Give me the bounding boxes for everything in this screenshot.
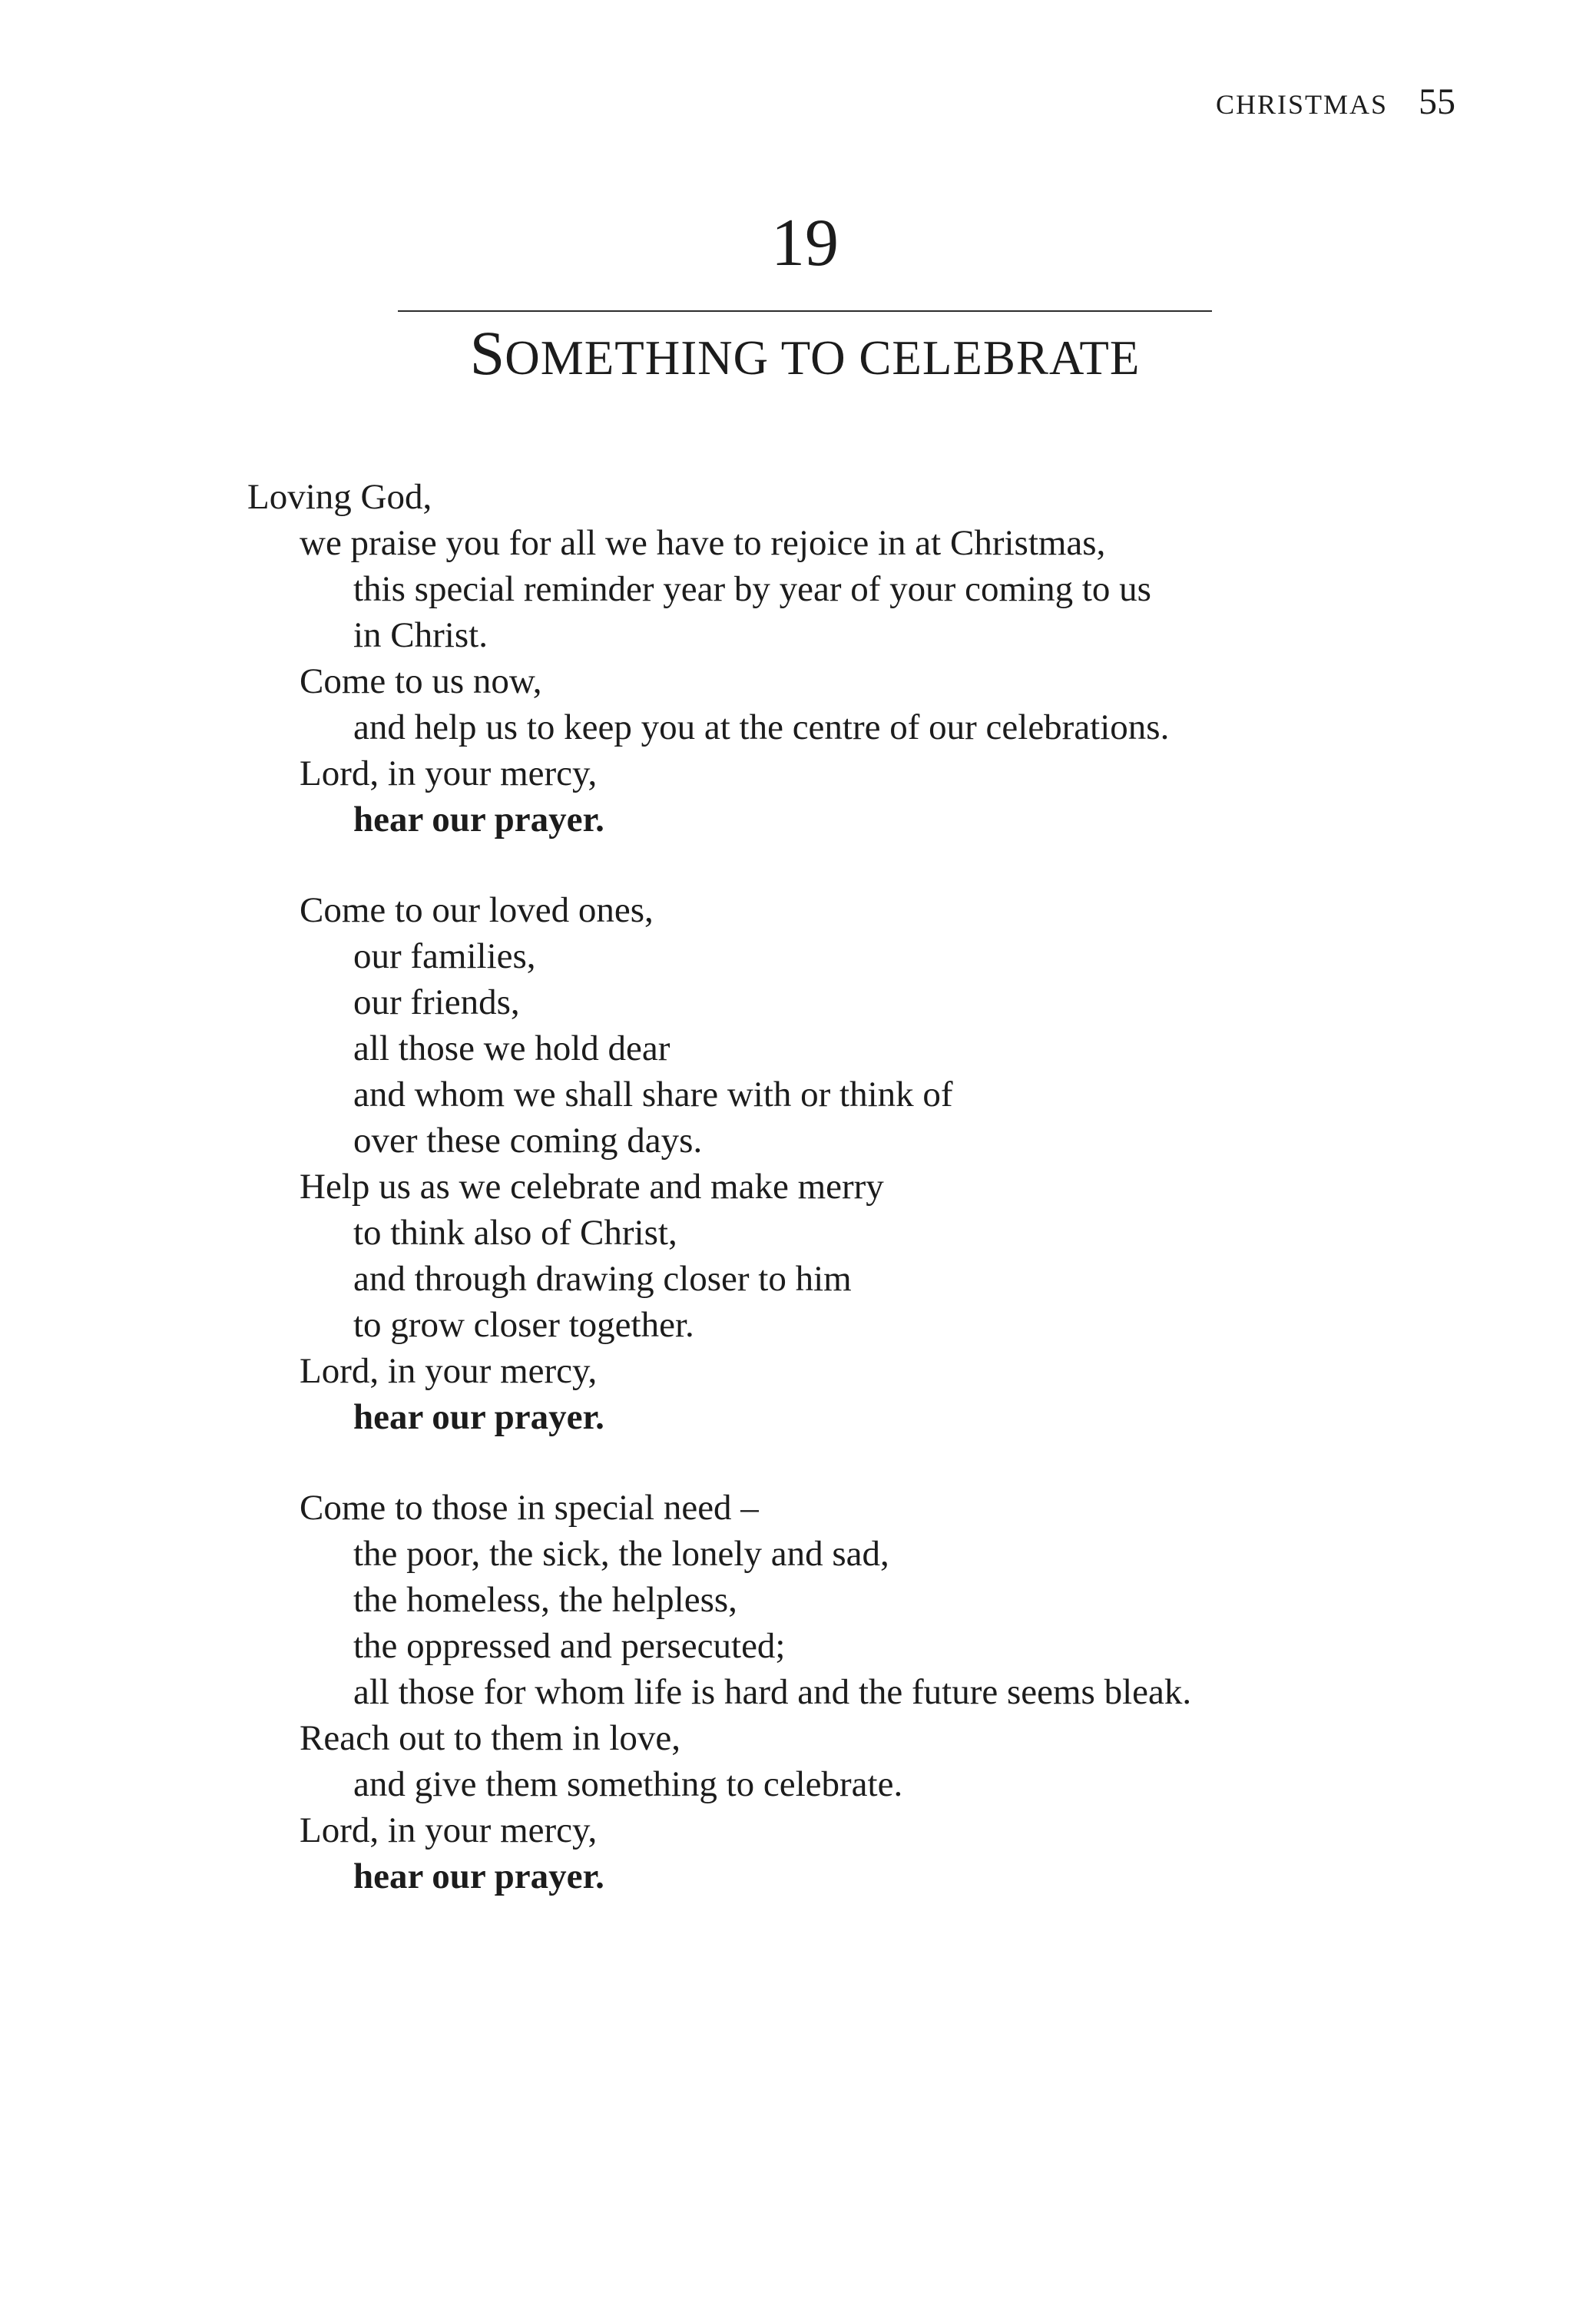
running-head (1215, 81, 1455, 122)
prayer-body (247, 474, 1445, 1899)
running-head-section: CHRISTMAS (1215, 89, 1388, 120)
prayer-line: and give them something to celebrate. (353, 1764, 903, 1804)
prayer-line: this special reminder year by year of your coming to us (353, 569, 1151, 609)
prayer-response-line: hear our prayer. (353, 1856, 604, 1896)
prayer-line: Loving God, (247, 477, 432, 517)
chapter-title-initial: S (469, 318, 505, 388)
prayer-line: the poor, the sick, the lonely and sad, (353, 1534, 889, 1574)
prayer-response-line: hear our prayer. (353, 800, 604, 840)
prayer-line: all those for whom life is hard and the future seems bleak. (353, 1672, 1192, 1712)
prayer-line: Reach out to them in love, (300, 1718, 681, 1758)
stanza (247, 474, 1445, 843)
prayer-line: Lord, in your mercy, (300, 753, 598, 793)
prayer-line: to grow closer together. (353, 1305, 694, 1345)
prayer-line: and help us to keep you at the centre of our celebrations. (353, 707, 1170, 747)
prayer-line: all those we hold dear (353, 1028, 671, 1068)
prayer-line: and whom we shall share with or think of (353, 1075, 953, 1114)
prayer-line: Lord, in your mercy, (300, 1810, 598, 1850)
prayer-line: in Christ. (353, 615, 488, 655)
prayer-response-line: hear our prayer. (353, 1397, 604, 1437)
running-head-page-number: 55 (1419, 81, 1455, 122)
stanza (247, 1485, 1445, 1899)
chapter-title-rest: OMETHING TO CELEBRATE (505, 331, 1141, 385)
chapter-title (398, 318, 1212, 388)
chapter-number: 19 (771, 206, 839, 280)
prayer-line: Come to our loved ones, (300, 890, 654, 930)
prayer-line: our families, (353, 936, 536, 976)
prayer-line: we praise you for all we have to rejoice in at Christmas, (300, 523, 1106, 563)
prayer-line: Come to us now, (300, 661, 542, 701)
chapter-rule (398, 310, 1212, 312)
prayer-line: and through drawing closer to him (353, 1259, 852, 1299)
prayer-line: the homeless, the helpless, (353, 1580, 737, 1620)
stanza (247, 887, 1445, 1440)
prayer-line: to think also of Christ, (353, 1213, 677, 1253)
prayer-line: Come to those in special need – (300, 1488, 759, 1528)
prayer-line: our friends, (353, 982, 520, 1022)
prayer-line: Lord, in your mercy, (300, 1351, 598, 1391)
prayer-line: the oppressed and persecuted; (353, 1626, 786, 1666)
prayer-line: over these coming days. (353, 1121, 703, 1161)
prayer-line: Help us as we celebrate and make merry (300, 1167, 884, 1207)
